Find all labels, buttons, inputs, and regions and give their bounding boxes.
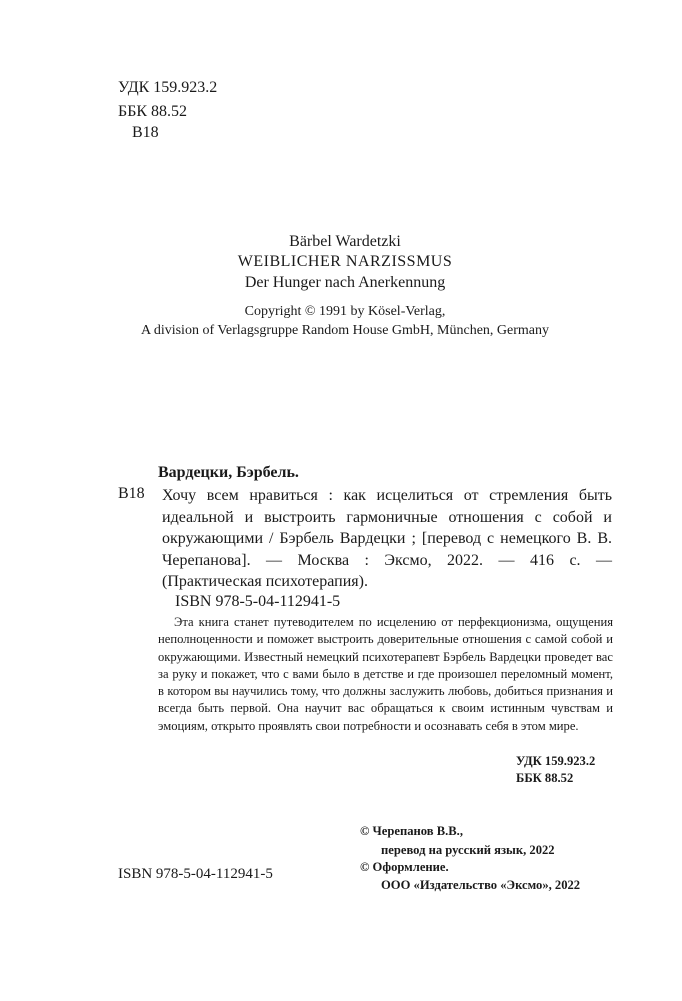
design-copyright-note: ООО «Издательство «Эксмо», 2022 [381, 878, 581, 892]
bbk-code-bottom: ББК 88.52 [516, 771, 574, 785]
bibliographic-isbn: ISBN 978-5-04-112941-5 [175, 593, 341, 610]
bbk-code-top: ББК 88.52 [118, 103, 188, 120]
original-subtitle: Der Hunger nach Anerkennung [244, 274, 446, 291]
original-copyright-line-1: Copyright © 1991 by Kösel-Verlag, [244, 304, 446, 319]
original-title: WEIBLICHER NARZISSMUS [237, 253, 453, 270]
original-author: Bärbel Wardetzki [289, 233, 401, 250]
author-mark-top: В18 [132, 124, 159, 141]
translation-copyright-note: перевод на русский язык, 2022 [381, 843, 555, 857]
bibliographic-author-heading: Вардецки, Бэрбель. [158, 464, 299, 481]
original-copyright-line-2: A division of Verlagsgruppe Random House GmbH, München, Germany [140, 323, 550, 338]
udk-code-bottom: УДК 159.923.2 [516, 754, 596, 768]
design-copyright-holder: © Оформление. [360, 860, 449, 874]
bibliographic-author-mark: В18 [118, 485, 145, 502]
isbn-bottom: ISBN 978-5-04-112941-5 [118, 866, 273, 882]
annotation-text: Эта книга станет путеводителем по исцелению от перфекционизма, ощущения неполноценности и поможет выстроить доверительные отношения с самой собой и окружающими. Известный немецкий психотерапевт Бэрбель Вардецки проведет вас за руку и покажет, что с вами было в детстве и где произошел переломный момент, в котором вы научились тому, что должны заслужить любовь, добиться признания и всегда быть первой. Она научит вас обращаться к своим истинным чувствам и эмоциям, открыто проявлять свои потребности и осознавать себя в этом мире. [158, 615, 613, 733]
udk-code-top: УДК 159.923.2 [118, 79, 218, 96]
translation-copyright-holder: © Черепанов В.В., [360, 824, 463, 838]
bibliographic-description: Хочу всем нравиться : как исцелиться от стремления быть идеальной и выстроить гармоничные отношения с собой и окружающими / Бэрбель Вардецки ; [перевод с немецкого В. В. Черепанова]. — Москва : Эксмо, 2022. — 416 с. — (Практическая психотерапия). [162, 487, 612, 591]
